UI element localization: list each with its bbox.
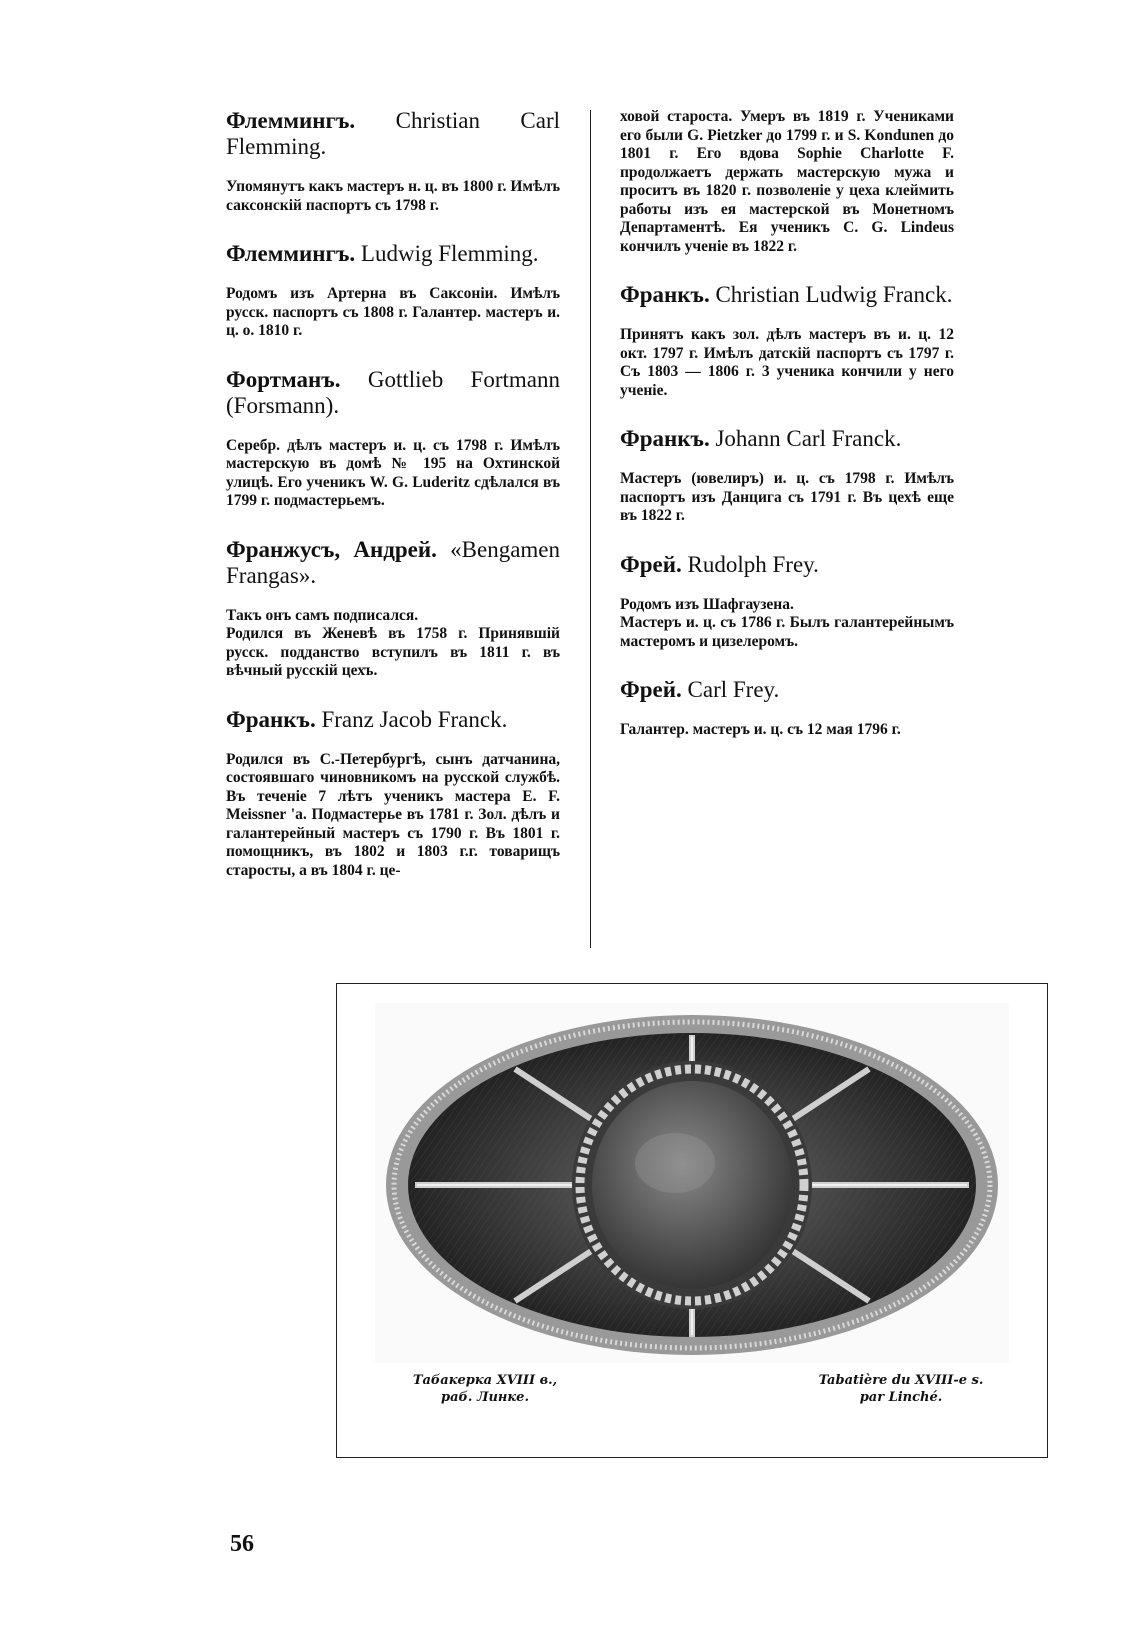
entry-name-ru: Фрей.	[620, 677, 682, 702]
entry-flemming-christian	[226, 108, 560, 215]
entry-name-ru: Флеммингъ.	[226, 241, 356, 266]
caption-french	[771, 1372, 1031, 1406]
figure-frame	[336, 983, 1048, 1458]
entry-name-latin: Carl Frey.	[687, 677, 780, 702]
entry-text: Принятъ какъ зол. дѣлъ мастеръ въ и. ц. 12 окт. 1797 г. Имѣлъ датскій паспортъ съ 1797 г. Съ 1803 — 1806 г. 3 ученика кончили у него ученіе.	[620, 326, 954, 399]
caption-russian	[355, 1372, 615, 1406]
entry-text: Упомянутъ какъ мастеръ н. ц. въ 1800 г. Имѣлъ саксонскій паспортъ съ 1798 г.	[226, 178, 560, 214]
entry-name-latin: Christian Carl Flemming.	[226, 108, 560, 159]
entry-franck-franz	[226, 707, 560, 881]
entry-name-latin: Rudolph Frey.	[687, 551, 819, 577]
entry-name-latin: «Bengamen Frangas».	[226, 536, 560, 588]
entry-text: ховой староста. Умеръ въ 1819 г. Учениками его были G. Pietzker до 1799 г. и S. Kondunen до 1801 г. Его вдова Sophie Charlotte F. продолжаетъ держать мастерскую мужа и проситъ въ 1820 г. позволеніе у цеха клеймить работы изъ ея мастерской въ Монетномъ Департаментѣ. Ея ученикъ C. G. Lindeus кончилъ ученіе въ 1822 г.	[620, 108, 954, 255]
entry-franck-christian	[620, 282, 954, 400]
entry-text: Мастеръ (ювелиръ) и. ц. съ 1798 г. Имѣлъ паспортъ изъ Данцига съ 1791 г. Въ цехѣ еще въ 1822 г.	[620, 470, 954, 524]
entry-name-ru: Франкъ.	[620, 282, 710, 307]
entry-franck-johann	[620, 426, 954, 526]
caption-ru-line-1: Табакерка XVIII в.,	[412, 1373, 558, 1388]
caption-fr-line-2: par Linché.	[859, 1390, 943, 1405]
entry-text: Такъ онъ самъ подписался.	[226, 606, 419, 624]
entry-name-ru: Франкъ.	[620, 426, 710, 451]
entry-text: Родился въ С.-Петербургѣ, сынъ датчанина, состоявшаго чиновникомъ на русской службѣ. Въ теченіе 7 лѣтъ ученикъ мастера E. F. Meissner 'a. Подмастерье въ 1781 г. Зол. дѣлъ и галантерейный мастеръ съ 1790 г. Въ 1801 г. помощникъ, въ 1802 и 1803 г.г. товарищъ старосты, а въ 1804 г. це-	[226, 750, 560, 879]
snuffbox-photo	[375, 1003, 1009, 1363]
entry-fortmann	[226, 367, 560, 511]
entry-text: Родомъ изъ Артерна въ Саксоніи. Имѣлъ русск. паспортъ съ 1808 г. Галантер. мастеръ и. ц. о. 1810 г.	[226, 285, 560, 339]
entry-name-ru: Франжусъ, Андрей.	[226, 536, 437, 562]
entry-frey-rudolph	[620, 552, 954, 652]
entry-franzhus	[226, 537, 560, 681]
entry-name-latin: Ludwig Flemming.	[360, 241, 539, 266]
right-column	[620, 108, 954, 766]
entry-text: Родился въ Женевѣ въ 1758 г. Принявшій русск. подданство вступилъ въ 1811 г. въ вѣчный русскій цехъ.	[226, 625, 560, 679]
page-number: 56	[230, 1531, 254, 1557]
entry-continuation	[620, 108, 954, 256]
entry-text: Галантер. мастеръ и. ц. съ 12 мая 1796 г.	[620, 721, 901, 738]
entry-name-latin: Christian Ludwig Franck.	[715, 282, 953, 307]
entry-name-ru: Фрей.	[620, 551, 682, 577]
caption-fr-line-1: Tabatière du XVIII-e s.	[818, 1373, 984, 1388]
entry-name-latin: Franz Jacob Franck.	[321, 706, 508, 732]
left-column	[226, 108, 560, 906]
entry-name-latin: Johann Carl Franck.	[715, 426, 902, 451]
entry-frey-carl	[620, 677, 954, 740]
entry-text: Родомъ изъ Шафгаузена.	[620, 595, 794, 613]
column-divider	[590, 110, 591, 948]
entry-text: Серебр. дѣлъ мастеръ и. ц. съ 1798 г. Имѣлъ мастерскую въ домѣ № 195 на Охтинской улицѣ. Его ученикъ W. G. Luderitz сдѣлался въ 1799 г. подмастерьемъ.	[226, 436, 560, 509]
entry-name-ru: Франкъ.	[226, 706, 316, 732]
entry-name-ru: Фортманъ.	[226, 366, 341, 392]
entry-name-latin: Gottlieb Fortmann (Forsmann).	[226, 366, 560, 418]
entry-name-ru: Флеммингъ.	[226, 108, 356, 133]
entry-text: Мастеръ и. ц. съ 1786 г. Былъ галантерейнымъ мастеромъ и цизелеромъ.	[620, 614, 954, 650]
caption-ru-line-2: раб. Линке.	[441, 1390, 529, 1405]
medallion-reflection	[635, 1133, 715, 1193]
entry-flemming-ludwig	[226, 241, 560, 341]
